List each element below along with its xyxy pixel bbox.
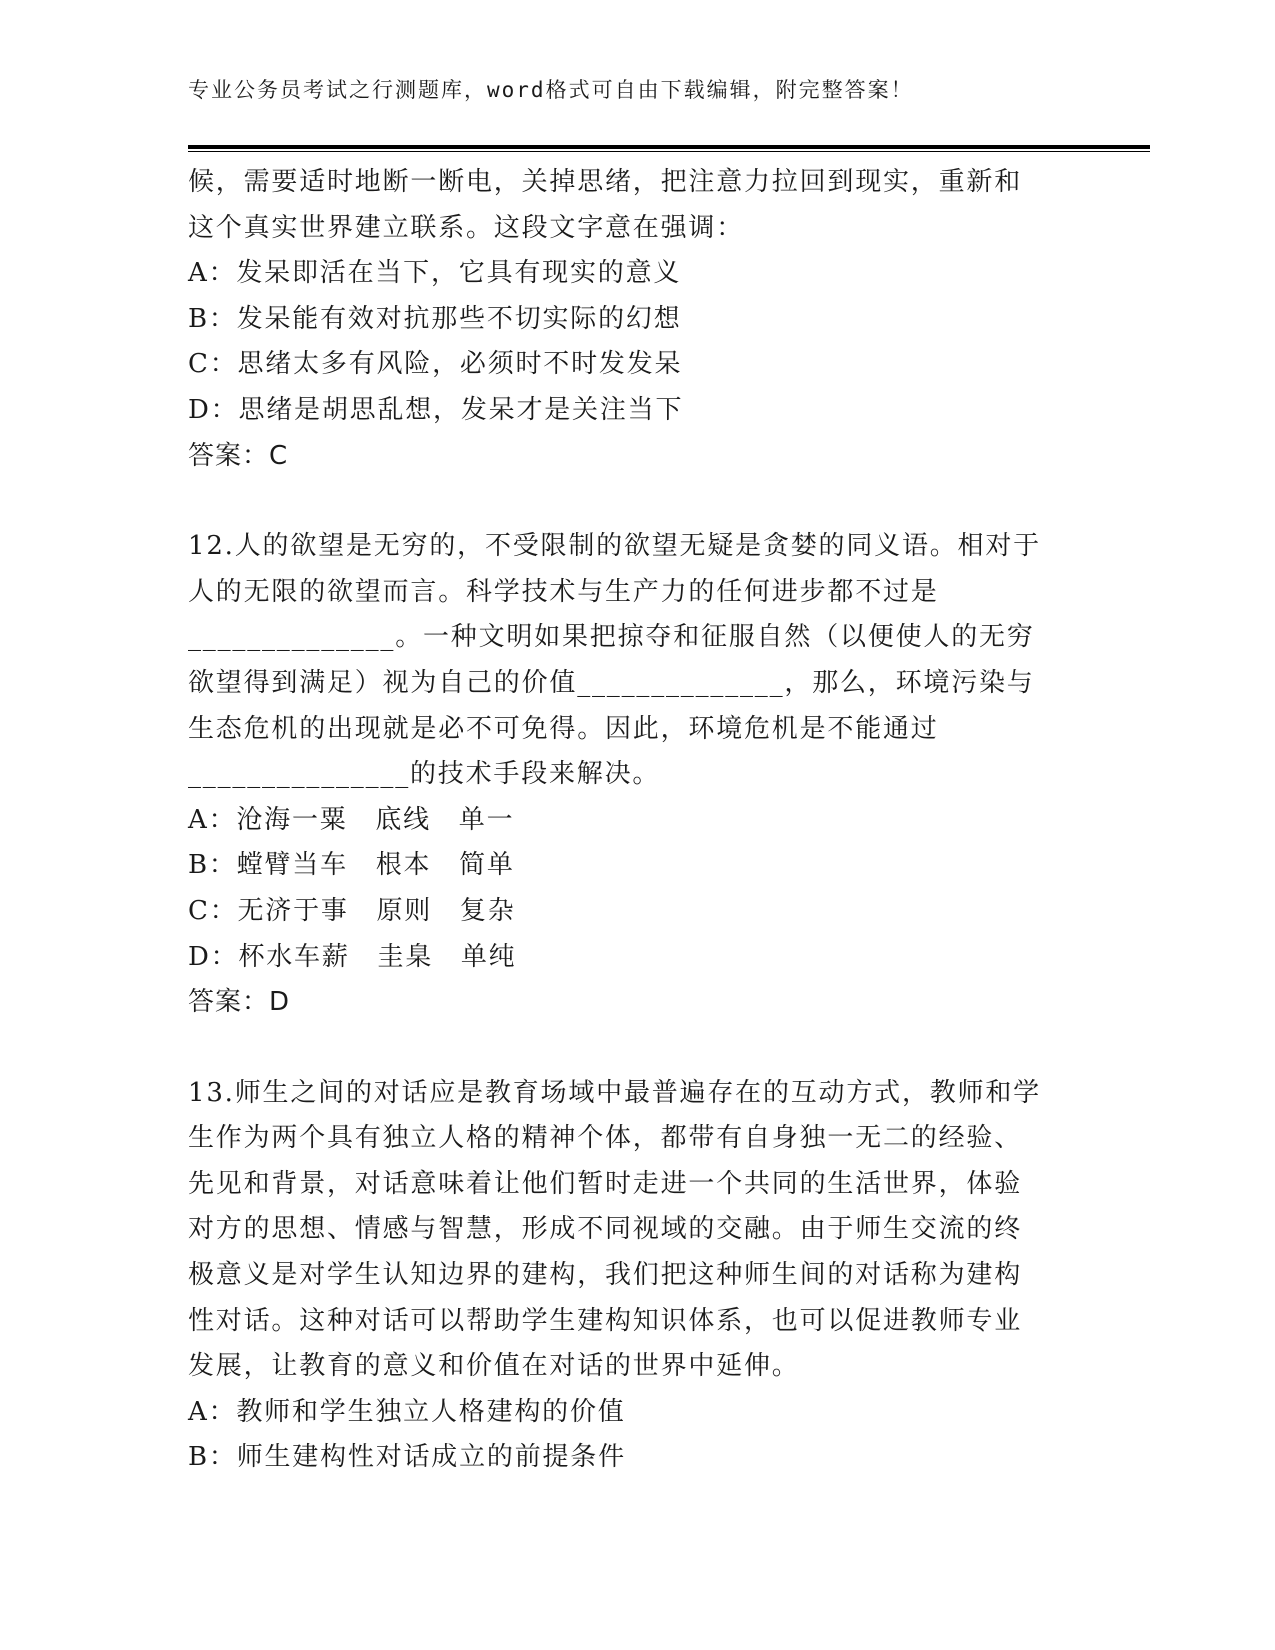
option-c: C：思绪太多有风险，必须时不时发发呆 [188,349,683,380]
question-content [188,160,1088,1481]
question-text-line: 性对话。这种对话可以帮助学生建构知识体系，也可以促进教师专业 [188,1305,1023,1336]
option-d: D：杯水车薪 圭臬 单纯 [188,941,517,972]
answer: 答案：D [188,987,291,1018]
option-b: B：发呆能有效对抗那些不切实际的幻想 [188,303,682,334]
option-c: C：无济于事 原则 复杂 [188,895,516,926]
question-text-line: 对方的思想、情感与智慧，形成不同视域的交融。由于师生交流的终 [188,1214,1023,1245]
option-a: A：教师和学生独立人格建构的价值 [188,1396,626,1427]
question-text-line: 人的无限的欲望而言。科学技术与生产力的任何进步都不过是 [188,576,939,607]
question-text-line: _______________的技术手段来解决。 [188,759,661,790]
question-11 [188,160,1088,479]
spacer [188,1026,1088,1071]
option-b: B：师生建构性对话成立的前提条件 [188,1442,626,1473]
question-text-line: 先见和背景，对话意味着让他们暂时走进一个共同的生活世界，体验 [188,1168,1023,1199]
question-text-line: 欲望得到满足）视为自己的价值______________，那么，环境污染与 [188,667,1035,698]
question-text-line: 候，需要适时地断一断电，关掉思绪，把注意力拉回到现实，重新和 [188,167,1023,197]
header-rule [188,145,1150,149]
question-text-line: 极意义是对学生认知边界的建构，我们把这种师生间的对话称为建构 [188,1260,1023,1291]
header-rule-thin [188,151,1150,152]
question-text-line: 生态危机的出现就是必不可免得。因此，环境危机是不能通过 [188,713,939,744]
question-12 [188,524,1088,1026]
question-13 [188,1071,1088,1481]
question-text-line: 发展，让教育的意义和价值在对话的世界中延伸。 [188,1351,800,1382]
question-text-line: 这个真实世界建立联系。这段文字意在强调： [188,212,745,243]
question-text-line: 13.师生之间的对话应是教育场域中最普遍存在的互动方式，教师和学 [188,1077,1041,1108]
answer: 答案：C [188,440,289,471]
question-text-line: ______________。一种文明如果把掠夺和征服自然（以便使人的无穷 [188,622,1035,653]
option-b: B：螳臂当车 根本 简单 [188,850,515,881]
page-header: 专业公务员考试之行测题库，word格式可自由下载编辑，附完整答案！ [188,78,914,102]
question-text-line: 生作为两个具有独立人格的精神个体，都带有自身独一无二的经验、 [188,1123,1023,1154]
spacer [188,479,1088,524]
option-a: A：沧海一粟 底线 单一 [188,804,515,835]
option-a: A：发呆即活在当下，它具有现实的意义 [188,258,682,289]
question-text-line: 12.人的欲望是无穷的，不受限制的欲望无疑是贪婪的同义语。相对于 [188,531,1041,562]
option-d: D：思绪是胡思乱想，发呆才是关注当下 [188,394,684,425]
